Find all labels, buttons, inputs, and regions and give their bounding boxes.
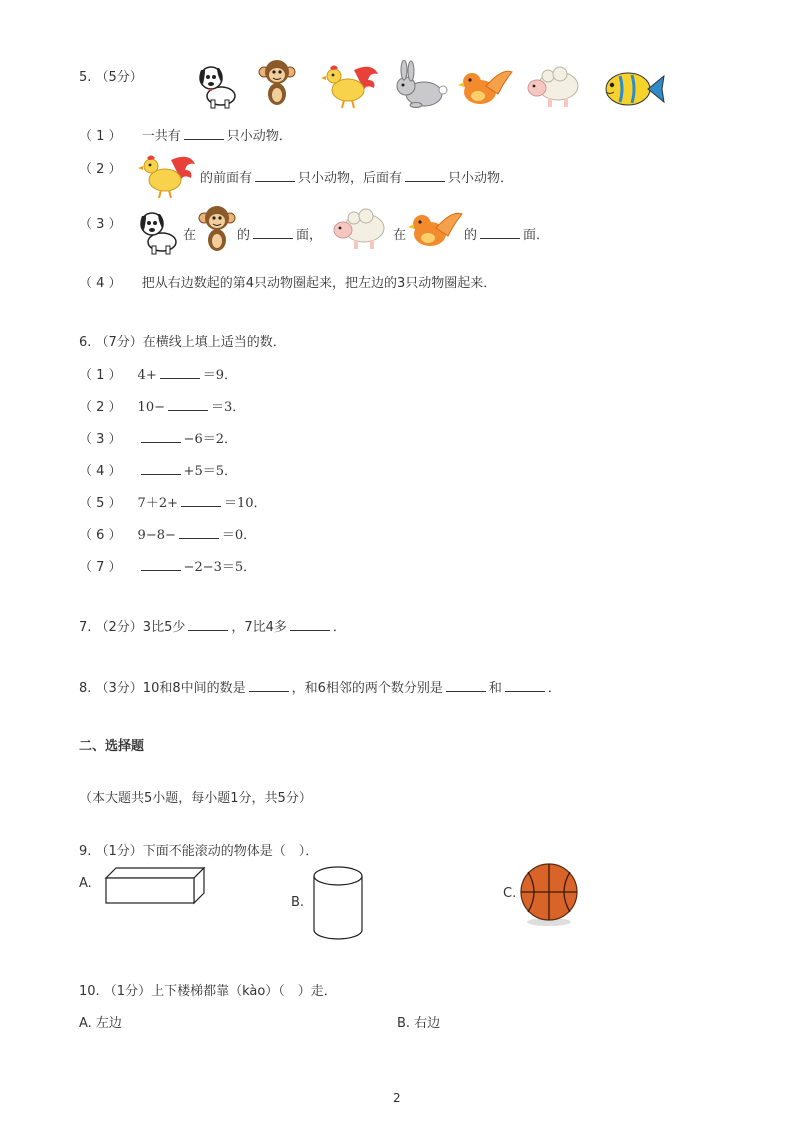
answer-blank[interactable] — [255, 169, 295, 182]
part-number: （ 1 ） — [79, 129, 122, 144]
q5-part3-zai1: 在 — [183, 228, 197, 243]
cylinder-icon — [310, 864, 366, 942]
rooster-icon — [320, 60, 380, 110]
answer-blank[interactable] — [480, 226, 520, 239]
basketball-icon — [518, 862, 580, 928]
answer-blank[interactable] — [181, 494, 221, 507]
q9-title: 9. （1分）下面不能滚动的物体是（ ）． — [79, 844, 319, 859]
rooster-icon — [137, 150, 197, 200]
option-a[interactable]: A. 左边 — [79, 1016, 122, 1031]
answer-blank[interactable] — [505, 679, 545, 692]
q5-part1: （ 1 ） 一共有 只小动物． — [79, 129, 292, 144]
q5-part2-text: 的前面有 只小动物，后面有 只小动物． — [200, 171, 514, 186]
answer-blank[interactable] — [188, 618, 228, 631]
answer-blank[interactable] — [160, 366, 200, 379]
dog-icon — [195, 62, 239, 110]
answer-blank[interactable] — [168, 398, 208, 411]
fish-icon — [602, 68, 666, 110]
answer-blank[interactable] — [290, 618, 330, 631]
option-b[interactable]: B. 右边 — [397, 1016, 441, 1031]
q10-title: 10. （1分）上下楼梯都靠（kào）（ ）走． — [79, 984, 337, 999]
option-a-label[interactable]: A. — [79, 876, 92, 891]
q8: 8. （3分）10和8中间的数是 ，和6相邻的两个数分别是 和 ． — [79, 681, 561, 696]
q5-part3-zai2: 在 — [393, 228, 407, 243]
bird-icon — [408, 206, 464, 252]
q6-item: （ 3 ） −6＝2． — [79, 432, 237, 447]
rabbit-icon — [392, 60, 450, 110]
option-c-label[interactable]: C. — [503, 886, 517, 901]
q6-item: （ 4 ） +5＝5． — [79, 464, 237, 479]
q5-title: 5. （5分） — [79, 70, 143, 85]
monkey-icon — [198, 204, 236, 254]
q6-item: （ 5 ） 7＋2+ ＝10． — [79, 496, 267, 511]
q7: 7. （2分）3比5少 ，7比4多 ． — [79, 620, 346, 635]
monkey-icon — [258, 58, 296, 108]
part-number: （ 3 ） — [79, 217, 122, 232]
q5-part4: （ 4 ） 把从右边数起的第4只动物圈起来，把左边的3只动物圈起来． — [79, 276, 497, 291]
q5-part3-text1: 的 面， — [237, 228, 323, 243]
answer-blank[interactable] — [253, 226, 293, 239]
answer-blank[interactable] — [179, 526, 219, 539]
cuboid-icon — [104, 866, 206, 906]
part-number: （ 2 ） — [79, 162, 122, 177]
section-heading: 二、选择题 — [79, 739, 145, 754]
sheep-icon — [330, 206, 388, 252]
sheep-icon — [524, 64, 582, 110]
part-number: （ 4 ） — [79, 276, 122, 291]
answer-blank[interactable] — [446, 679, 486, 692]
bird-icon — [458, 64, 514, 110]
page-number: 2 — [393, 1091, 401, 1105]
q6-item: （ 1 ） 4+ ＝9． — [79, 368, 237, 383]
answer-blank[interactable] — [141, 430, 181, 443]
q6-item: （ 6 ） 9−8− ＝0． — [79, 528, 257, 543]
answer-blank[interactable] — [405, 169, 445, 182]
q6-item: （ 7 ） −2−3＝5． — [79, 560, 257, 575]
section-note: （本大题共5小题，每小题1分，共5分） — [79, 791, 312, 806]
answer-blank[interactable] — [249, 679, 289, 692]
q6-title: 6. （7分）在横线上填上适当的数． — [79, 335, 286, 350]
answer-blank[interactable] — [141, 462, 181, 475]
answer-blank[interactable] — [184, 127, 224, 140]
option-b-label[interactable]: B. — [291, 895, 305, 910]
answer-blank[interactable] — [141, 558, 181, 571]
dog-icon — [136, 208, 180, 256]
q5-part3-text2: 的 面． — [464, 228, 550, 243]
q6-item: （ 2 ） 10− ＝3． — [79, 400, 246, 415]
